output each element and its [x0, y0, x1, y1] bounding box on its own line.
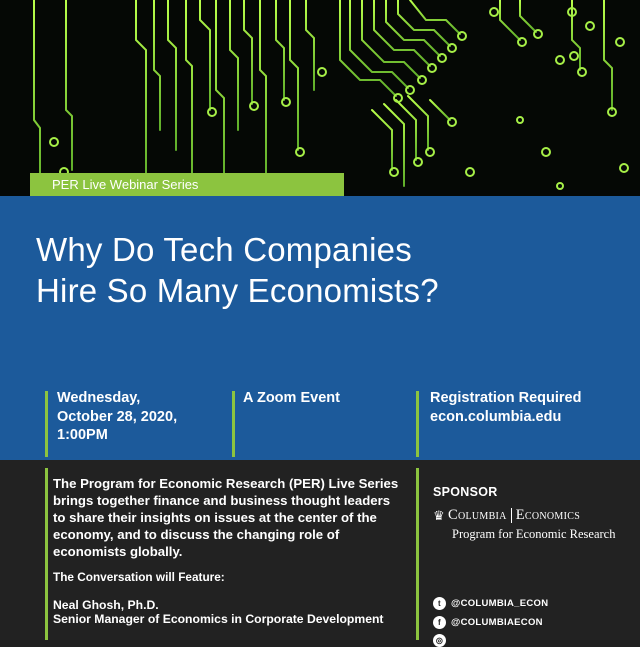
event-date-line: October 28, 2020,: [57, 408, 178, 425]
event-date-line: 1:00PM: [57, 427, 108, 443]
logo-left-text: Columbia: [447, 507, 507, 523]
registration-text: Registration Required: [430, 390, 582, 406]
logo-divider: [511, 508, 512, 523]
feature-heading: The Conversation will Feature:: [53, 570, 225, 584]
speaker-name: Neal Ghosh, Ph.D.: [53, 598, 159, 612]
sponsor-heading: SPONSOR: [433, 485, 498, 499]
event-location-text: A Zoom Event: [243, 390, 340, 406]
columbia-economics-logo: [433, 507, 615, 542]
crown-icon: ♛: [433, 507, 445, 523]
program-description: The Program for Economic Research (PER) Live Series brings together finance and business thought leaders to share their insights on issues at the center of the economy, and to discuss the changing role of economists globally.: [53, 476, 399, 559]
divider-line: [232, 391, 235, 457]
speaker-title: Senior Manager of Economics in Corporate Development: [53, 612, 384, 626]
event-date: [57, 389, 177, 445]
event-location: [243, 389, 340, 408]
page-title: [36, 229, 616, 311]
series-tag: PER Live Webinar Series: [30, 173, 344, 196]
social-instagram[interactable]: [433, 634, 451, 647]
title-line: Why Do Tech Companies: [36, 231, 412, 268]
social-twitter[interactable]: [433, 597, 548, 610]
twitter-handle[interactable]: @COLUMBIA_ECON: [451, 598, 549, 609]
event-registration: [430, 389, 581, 426]
logo-right-text: Economics: [515, 507, 581, 523]
twitter-icon: t: [433, 597, 446, 610]
event-date-line: Wednesday,: [57, 390, 141, 406]
registration-link[interactable]: econ.columbia.edu: [430, 408, 562, 425]
facebook-handle[interactable]: @COLUMBIAECON: [451, 617, 543, 628]
divider-line: [45, 468, 48, 640]
facebook-icon: f: [433, 616, 446, 629]
divider-line: [45, 391, 48, 457]
divider-line: [416, 391, 419, 457]
circuit-board-image: [0, 0, 640, 196]
divider-line: [416, 468, 419, 640]
instagram-icon: ◎: [433, 634, 446, 647]
speaker-info: [53, 598, 403, 626]
logo-subtitle: Program for Economic Research: [452, 527, 616, 541]
social-facebook[interactable]: [433, 616, 543, 629]
title-line: Hire So Many Economists?: [36, 272, 439, 309]
